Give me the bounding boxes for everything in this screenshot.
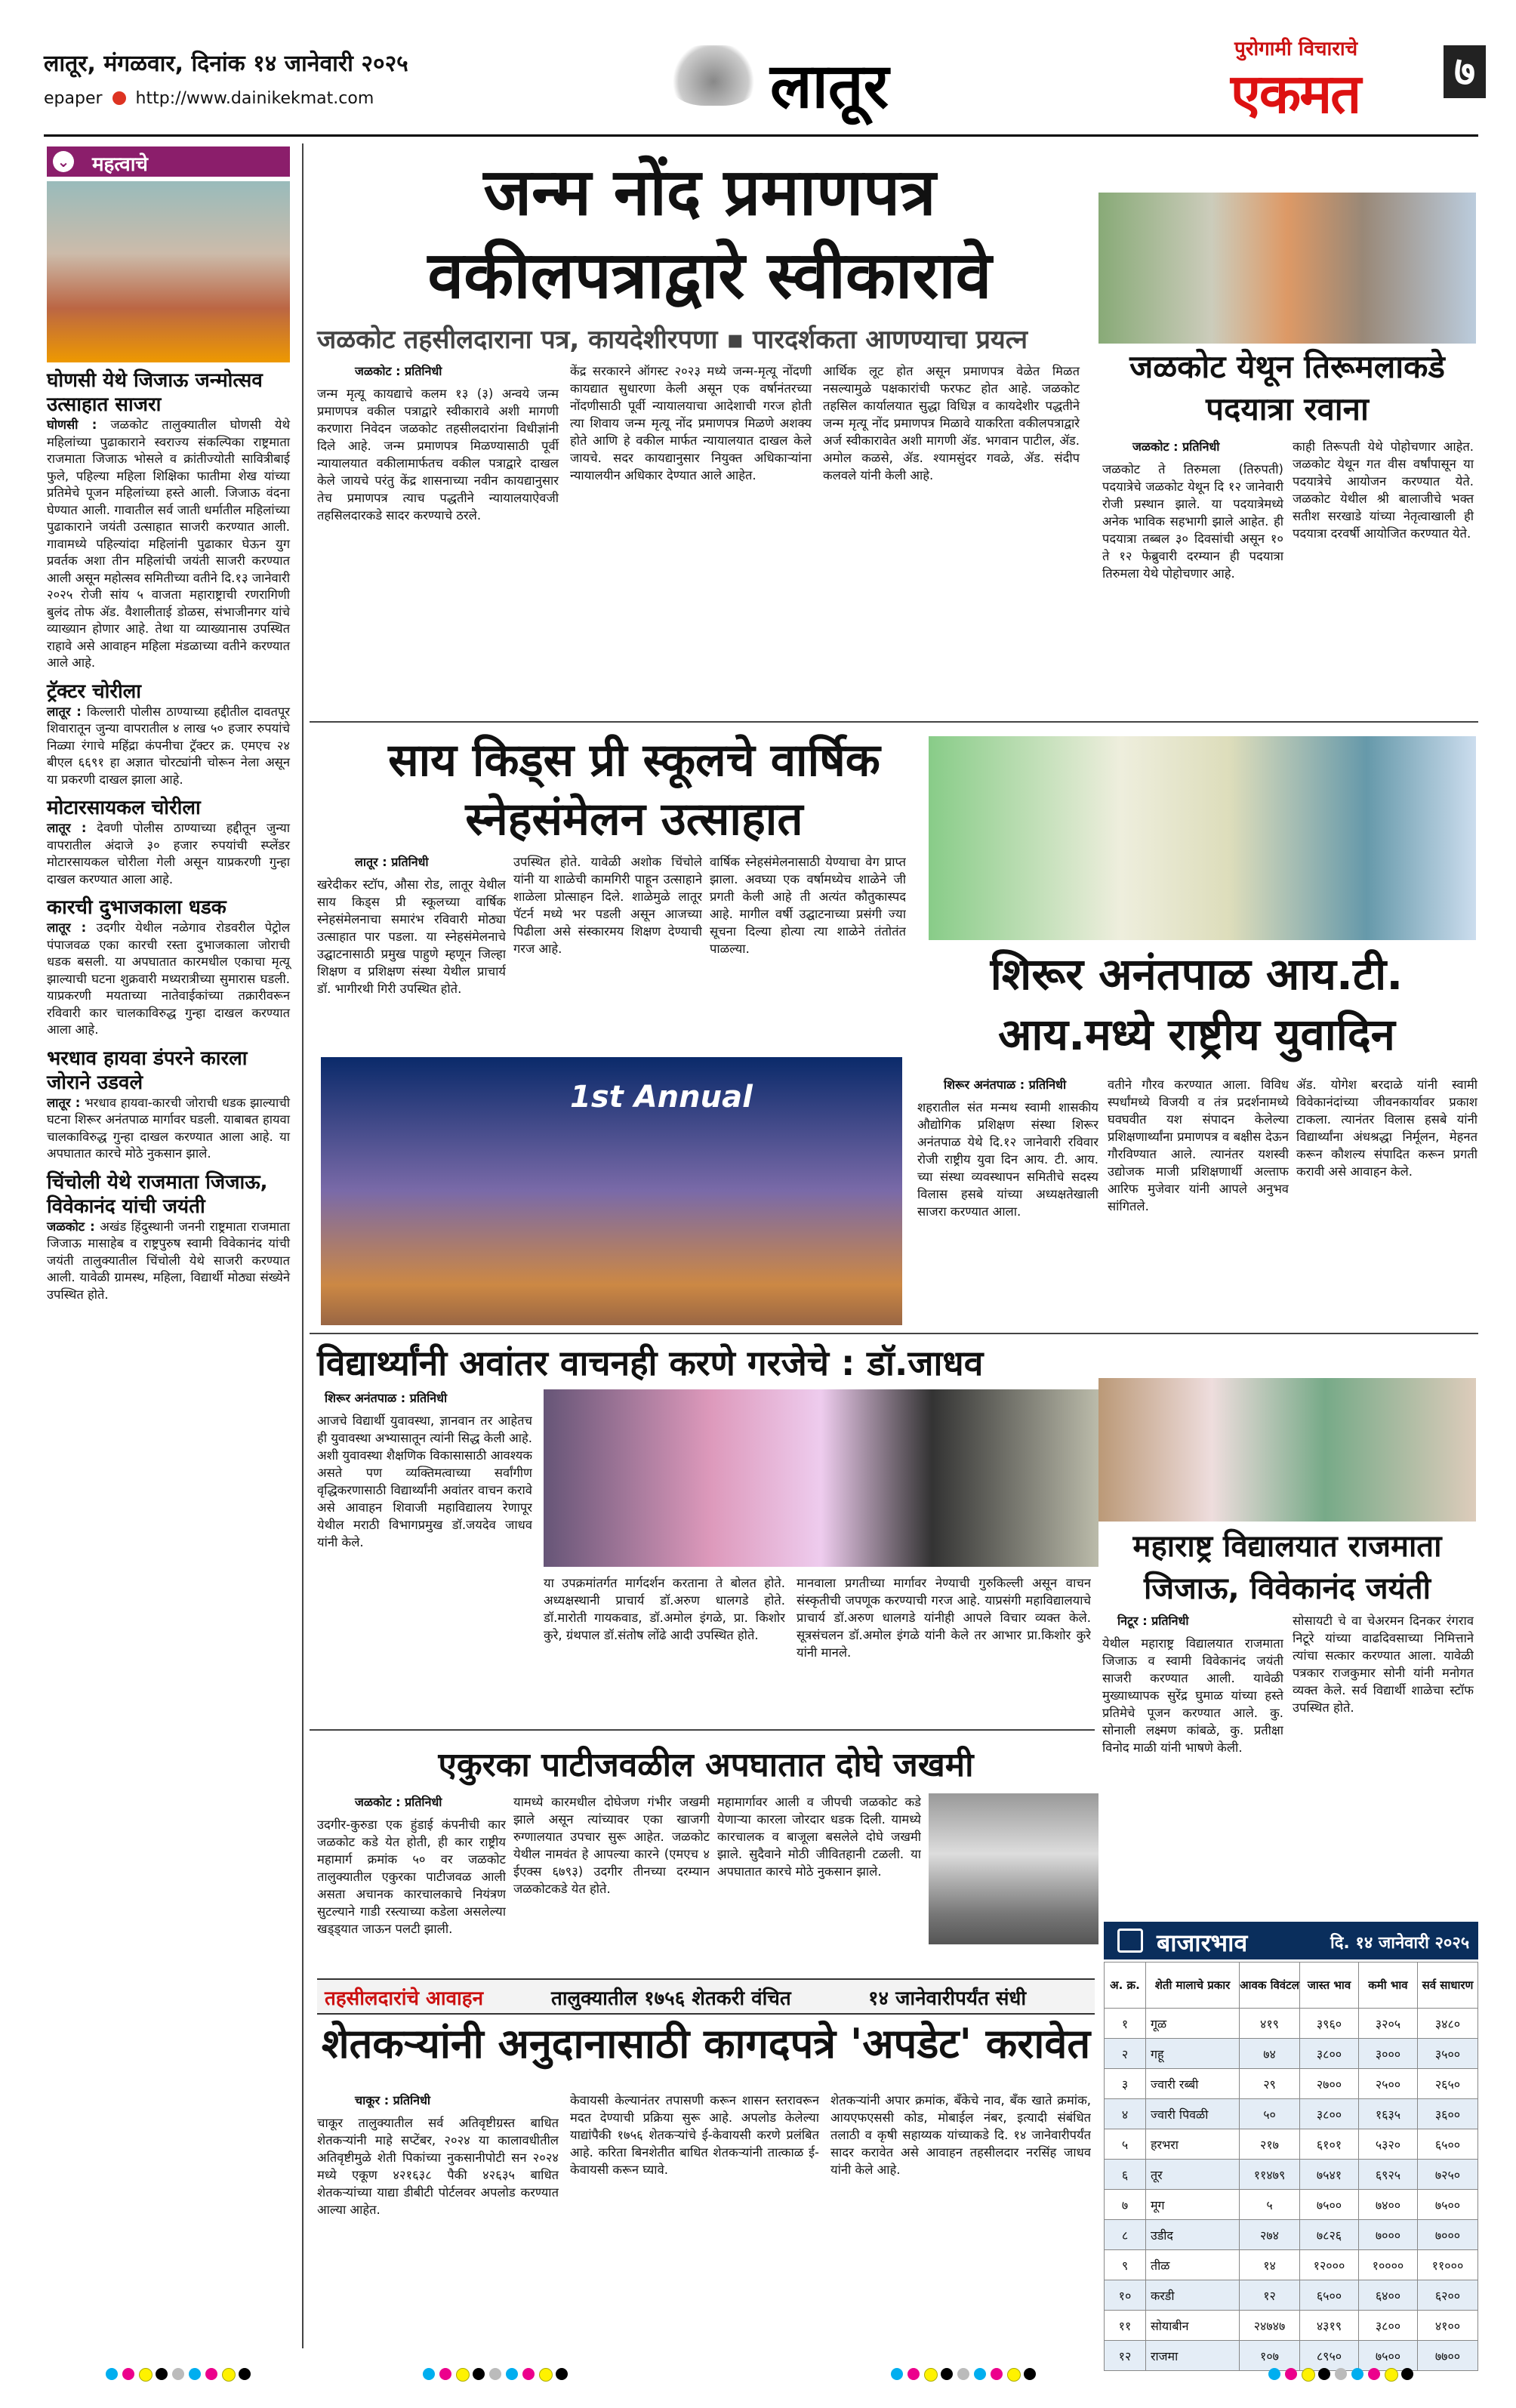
registration-dot <box>172 2368 184 2380</box>
sidebar-headline: कारची दुभाजकाला धडक <box>47 896 226 919</box>
sidebar-body: लातूर : देवणी पोलीस ठाण्याच्या हद्दीतून जुन्या वापरातील अंदाजे ३० हजार रुपयांची स्प्लेंडर मोटारसायकल चोरीला गेली असून याप्रकरणी गुन्हा दाखल करण्यात आला आहे. <box>47 821 290 886</box>
col-header: अ. क्र. <box>1105 1962 1146 2009</box>
story1-headline: जन्म नोंद प्रमाणपत्र वकीलपत्राद्वारे स्वीकारावे <box>427 155 992 313</box>
registration-dot <box>122 2368 134 2380</box>
table-cell: ६५०० <box>1417 2129 1477 2160</box>
table-cell: ७४ <box>1240 2039 1300 2069</box>
table-cell: उडीद <box>1145 2220 1239 2250</box>
table-cell: ५३२० <box>1358 2129 1417 2160</box>
section-rule <box>310 721 1478 723</box>
story2-photo <box>1098 193 1476 344</box>
table-cell: ७५०० <box>1299 2190 1358 2220</box>
table-row <box>1105 2220 1478 2250</box>
sidebar-body: लातूर : भरधाव हायवा-कारची जोराची धडक झाल्याची घटना शिरूर अनंतपाळ मार्गावर घडली. याबाबत हायवा चालकाविरुद्ध गुन्हा दाखल करण्यात आला आहे. या अपघातात कारचे मोठे नुकसान झाले. <box>47 1095 290 1161</box>
story7-headline: एकुरका पाटीजवळील अपघातात दोघे जखमी <box>438 1746 974 1784</box>
registration-dot <box>423 2368 435 2380</box>
story5-byline: शिरूर अनंतपाळ : प्रतिनिधी <box>325 1391 448 1405</box>
table-row <box>1105 2009 1478 2039</box>
story8-strap-c: १४ जानेवारीपर्यंत संधी <box>868 1987 1027 2010</box>
story8-byline: चाकूर : प्रतिनिधी <box>355 2093 431 2107</box>
section-label <box>47 146 290 177</box>
registration-dot <box>156 2368 168 2380</box>
table-cell: ७२५० <box>1417 2160 1477 2190</box>
table-cell: १ <box>1105 2009 1146 2039</box>
story3-headline: साय किड्स प्री स्कूलचे वार्षिक स्नेहसंमेलन उत्साहात <box>388 734 880 846</box>
table-cell: ११४७९ <box>1240 2160 1300 2190</box>
table-cell: २७०० <box>1299 2069 1358 2099</box>
table-cell: मूग <box>1145 2190 1239 2220</box>
registration-dot <box>1351 2368 1363 2380</box>
registration-dot <box>907 2368 920 2380</box>
table-cell: ७५०० <box>1358 2341 1417 2371</box>
sidebar-headline: चिंचोली येथे राजमाता जिजाऊ, विवेकानंद यांची जयंती <box>47 1170 268 1218</box>
story5-col: आजचे विद्यार्थी युवावस्था, ज्ञानवान तर आहेतच ही युवावस्था अभ्यासातून त्यांनी सिद्ध केली आहे. अशी युवावस्था शैक्षणिक विकासासाठी आवश्यक असते पण व्यक्तिमत्वाच्या सर्वांगीण वृद्धिकरणासाठी विद्यार्थ्यांनी अवांतर वाचन करावे असे आवाहन शिवाजी महाविद्यालय रेणापूर येथील मराठी विभागप्रमुख डॉ.जयदेव जाधव यांनी केले. <box>317 1414 532 1549</box>
table-cell: १० <box>1105 2280 1146 2311</box>
story3-photo <box>321 1057 902 1325</box>
table-cell: ६९२५ <box>1358 2160 1417 2190</box>
market-date: दि. १४ जानेवारी २०२५ <box>1330 1934 1470 1953</box>
table-cell: ३२०५ <box>1358 2009 1417 2039</box>
story4-byline: शिरूर अनंतपाळ : प्रतिनिधी <box>944 1078 1067 1092</box>
table-cell: ७००० <box>1358 2220 1417 2250</box>
sidebar-body: जळकोट : अखंड हिंदुस्थानी जननी राष्ट्रमाता राजमाता जिजाऊ मासाहेब व राष्ट्रपुरुष स्वामी विवेकानंद यांची जयंती तालुक्यातील चिंचोली येथे साजरी करण्यात आली. यावेळी ग्रामस्थ, महिला, विद्यार्थी मोठ्या संख्येने उपस्थित होते. <box>47 1219 291 1302</box>
registration-dot <box>991 2368 1003 2380</box>
table-cell: २ <box>1105 2039 1146 2069</box>
table-cell: ११००० <box>1417 2250 1477 2280</box>
dateline: लातूर, मंगळवार, दिनांक १४ जानेवारी २०२५ <box>44 51 408 77</box>
table-row <box>1105 2069 1478 2099</box>
registration-dot <box>924 2368 938 2382</box>
sidebar-headline: घोणसी येथे जिजाऊ जन्मोत्सव उत्साहात साजरा <box>47 369 263 416</box>
story8-col: चाकूर तालुक्यातील सर्व अतिवृष्टीग्रस्त बाधित शेतकऱ्यांनी माहे सप्टेंबर, २०२४ या कालावधीतील अतिवृष्टीमुळे शेती पिकांच्या नुकसानीपोटी सन २०२४ मध्ये एकूण ४२१६३८ पैकी ४२६३५ बाधित शेतकऱ्यांच्या याद्या डीबीटी पोर्टलवर अपलोड करण्यात आल्या आहेत. <box>317 2116 559 2217</box>
story1-strap: जळकोट तहसीलदाराना पत्र, कायदेशीरपणा ▪ पारदर्शकता आणण्याचा प्रयत्न <box>317 325 1028 355</box>
sidebar-headline: ट्रॅक्टर चोरीला <box>47 680 142 703</box>
registration-dot <box>1385 2368 1398 2382</box>
registration-dot <box>539 2368 553 2382</box>
section-rule <box>310 1333 1478 1334</box>
story2-byline: जळकोट : प्रतिनिधी <box>1132 439 1220 454</box>
table-cell: ७ <box>1105 2190 1146 2220</box>
page-number: ७ <box>1444 45 1486 98</box>
table-row <box>1105 2039 1478 2069</box>
sidebar-headline: मोटारसायकल चोरीला <box>47 797 201 819</box>
table-cell: १०७ <box>1240 2341 1300 2371</box>
table-cell: सोयाबीन <box>1145 2311 1239 2341</box>
table-cell: ३६०० <box>1417 2099 1477 2129</box>
table-row <box>1105 2190 1478 2220</box>
story2-headline: जळकोट येथून तिरूमलाकडे पदयात्रा रवाना <box>1129 348 1445 427</box>
table-cell: ३८०० <box>1299 2099 1358 2129</box>
table-cell: १२००० <box>1299 2250 1358 2280</box>
sidebar-photo <box>47 181 290 362</box>
registration-dot <box>1302 2368 1315 2382</box>
registration-dot <box>957 2368 969 2380</box>
table-cell: ४१९ <box>1240 2009 1300 2039</box>
story3-byline: लातूर : प्रतिनिधी <box>355 855 429 869</box>
table-cell: २४७४७ <box>1240 2311 1300 2341</box>
brand-tagline: पुरोगामी विचाराचे <box>1234 38 1358 60</box>
story1-col: आर्थिक लूट होत असून प्रमाणपत्र वेळेत मिळत नसल्यामुळे पक्षकारांची फरफट होत आहे. जळकोट तहसिल कार्यालयात सुद्धा विधिज्ञ व कायदेशीर पद्धतीने जन्म मृत्यू नोंद प्रमाणपत्र मिळावे याकरिता वकीलपत्राद्वारे अर्ज स्वीकारावेत अशी मागणी ॲड. भगवान पाटील, ॲड. अमोल कळसे, ॲड. श्यामसुंदर गवळे, ॲड. संदीप कलवले यांनी केली आहे. <box>823 364 1080 483</box>
registration-dot <box>1401 2368 1413 2380</box>
table-cell: ६१०१ <box>1299 2129 1358 2160</box>
story4-headline: शिरूर अनंतपाळ आय.टी. आय.मध्ये राष्ट्रीय युवादिन <box>990 948 1404 1060</box>
market-title: बाजारभाव <box>1157 1929 1248 1957</box>
table-cell: १४ <box>1240 2250 1300 2280</box>
story8-strap <box>317 1978 1095 2015</box>
registration-dot <box>891 2368 903 2380</box>
table-cell: ७५०० <box>1417 2190 1477 2220</box>
table-cell: २७४ <box>1240 2220 1300 2250</box>
city-title: लातूर <box>770 51 889 122</box>
table-cell: गहू <box>1145 2039 1239 2069</box>
market-header <box>1104 1922 1478 1959</box>
registration-dot <box>205 2368 217 2380</box>
table-cell: १६३५ <box>1358 2099 1417 2129</box>
story8-strap-b: तालुक्यातील १७५६ शेतकरी वंचित <box>551 1987 791 2010</box>
registration-dot <box>1268 2368 1280 2380</box>
brand-name: एकमत <box>1231 62 1360 125</box>
registration-dot <box>522 2368 535 2380</box>
col-header: शेती मालाचे प्रकार <box>1145 1962 1239 2009</box>
city-logo-image <box>668 45 759 106</box>
table-header-row <box>1105 1962 1478 2009</box>
table-cell: हरभरा <box>1145 2129 1239 2160</box>
story6-col: सोसायटी चे वा चेअरमन दिनकर रंगराव निटूरे यांच्या वाढदिवसाच्या निमित्ताने त्यांचा सत्कार करण्यात आला. यावेळी पत्रकार राजकुमार सोनी यांनी मनोगत व्यक्त केले. सर्व विद्यार्थी शाळेचा स्टॉफ उपस्थित होते. <box>1293 1614 1474 1715</box>
table-cell: ५० <box>1240 2099 1300 2129</box>
table-cell: ६ <box>1105 2160 1146 2190</box>
story4-col: वतीने गौरव करण्यात आला. विविध स्पर्धांमध्ये विजयी व तंत्र प्रदर्शनामध्ये घवघवीत यश संपादन केलेल्या प्रशिक्षणार्थ्यांना प्रमाणपत्र व बक्षीस देऊन गौरविण्यात आले. त्यानंतर यशस्वी उद्योजक माजी प्रशिक्षणार्थी अल्ताफ आरिफ मुजेवार यांनी आपले अनुभव सांगितले. <box>1108 1078 1289 1213</box>
chevron-down-icon: ⌄ <box>53 151 74 172</box>
table-cell: ८९५० <box>1299 2341 1358 2371</box>
column-divider <box>302 143 304 2348</box>
table-cell: ३८०० <box>1299 2039 1358 2069</box>
epaper-link[interactable] <box>44 89 374 108</box>
registration-dot <box>1285 2368 1297 2380</box>
sidebar-story <box>47 1047 290 1163</box>
table-cell: २५०० <box>1358 2069 1417 2099</box>
table-cell: गूळ <box>1145 2009 1239 2039</box>
table-row <box>1105 2160 1478 2190</box>
registration-dot <box>222 2368 236 2382</box>
table-cell: ६२०० <box>1417 2280 1477 2311</box>
story3-col: वार्षिक स्नेहसंमेलनासाठी येण्याचा वेग प्राप्त झाला. अवघ्या एक वर्षामध्येच शाळेने जी प्रगती केली आहे ती अत्यंत कौतुकास्पद आहे. मागील वर्षी उद्घाटनाच्या प्रसंगी ज्या सूचना दिल्या होत्या त्या शाळेने तंतोतंत पाळल्या. <box>710 855 906 956</box>
table-row <box>1105 2280 1478 2311</box>
story8-strap-a: तहसीलदारांचे आवाहन <box>325 1987 484 2010</box>
table-row <box>1105 2311 1478 2341</box>
story5-headline: विद्यार्थ्यांनी अवांतर वाचनही करणे गरजेचे : डॉ.जाधव <box>317 1343 984 1383</box>
story6-headline: महाराष्ट्र विद्यालयात राजमाता जिजाऊ, विवेकानंद जयंती <box>1132 1529 1442 1606</box>
table-cell: ७८२६ <box>1299 2220 1358 2250</box>
section-rule <box>310 1729 1095 1731</box>
registration-dot <box>1368 2368 1380 2380</box>
table-cell: ८ <box>1105 2220 1146 2250</box>
table-cell: राजमा <box>1145 2341 1239 2371</box>
story5-col: मानवाला प्रगतीच्या मार्गावर नेण्याची गुरुकिल्ली असून वाचन संस्कृतीची जपणूक करण्याची गरज आहे. याप्रसंगी महाविद्यालयाचे प्राचार्य डॉ.अरुण धालगडे यांनीही आपले विचार व्यक्त केले. सूत्रसंचलन डॉ.अमोल इंगळे यांनी केले तर आभार प्रा.किशोर कुरे यांनी मानले. <box>797 1576 1091 1660</box>
col-header: आवक विवंटल <box>1240 1962 1300 2009</box>
story1-col: केंद्र सरकारने ऑगस्ट २०२३ मध्ये जन्म-मृत्यू नोंदणी कायद्यात सुधारणा केली असून एक वर्षानंतरच्या नोंदणीसाठी पूर्वी न्यायालयाचा आदेशाची गरज होती त्या शिवाय जन्म मृत्यू नोंद प्रमाणपत्र मिळणे अशक्य होते आणि हे वकील मार्फत न्यायालयात दाखल केले जायचे. सदर कायद्यानुसार नियुक्त अधिकाऱ्यांना न्यायालयीन अधिकार देण्यात आले आहेत. <box>570 364 812 483</box>
epaper-url: http://www.dainikekmat.com <box>135 89 374 108</box>
table-cell: ७००० <box>1417 2220 1477 2250</box>
story4-photo <box>929 736 1476 940</box>
sidebar-body: घोणसी : जळकोट तालुक्यातील घोणसी येथे महिलांच्या पुढाकाराने स्वराज्य संकल्पिका राष्ट्रमाता राजमाता जिजाऊ भोसले व क्रांतीज्योती सावित्रीबाई फुले, पहिल्या महिला शिक्षिका फातीमा शेख यांच्या प्रतिमेचे पूजन महिलांच्या हस्ते आली. जिजाऊ वंदना घेण्यात आली. गावातील सर्व जाती धर्मातील महिलांच्या पुढाकाराने जयंती उत्साहात साजरी करण्यात आली. गावामध्ये पहिल्यांदा महिलांनी पुढाकार घेऊन युग प्रवर्तक अशा तीन महिलांची जयंती साजरी करण्यात आली असून महोत्सव समितीच्या वतीने दि.१३ जानेवारी २०२५ रोजी सांय ५ वाजता महाराष्ट्राची रणरागिणी बुलंद तोफ ॲड. वैशालीताई डोळस, संभाजीनगर यांचे व्याख्यान होणार आहे. तेथा या व्याख्यानास उपस्थित राहावे असे आवाहन महिला मंडळाच्या वतीने करण्यात आले आहे. <box>47 418 290 670</box>
col-header: सर्व साधारण <box>1417 1962 1477 2009</box>
table-cell: ३९६० <box>1299 2009 1358 2039</box>
table-cell: २६५० <box>1417 2069 1477 2099</box>
registration-dot <box>1318 2368 1330 2380</box>
table-cell: १२ <box>1105 2341 1146 2371</box>
table-cell: ७७०० <box>1417 2341 1477 2371</box>
table-cell: ज्वारी पिवळी <box>1145 2099 1239 2129</box>
registration-dot <box>189 2368 201 2380</box>
registration-dot <box>1007 2368 1021 2382</box>
story4-col: शहरातील संत मन्मथ स्वामी शासकीय औद्योगिक प्रशिक्षण संस्था शिरूर अनंतपाळ येथे दि.१२ जानेवारी रविवार रोजी राष्ट्रीय युवा दिन आय. टी. आय. च्या संस्था व्यवस्थापन समितीचे सदस्य विलास हसबे यांच्या अध्यक्षतेखाली साजरा करण्यात आला. <box>917 1100 1098 1219</box>
table-row <box>1105 2099 1478 2129</box>
sidebar-stories <box>47 368 290 1303</box>
story8-col: केवायसी केल्यानंतर तपासणी करून शासन स्तरावरून मदत देण्याची प्रक्रिया सुरू आहे. अपलोड केलेल्या याद्यांपैकी १७५६ शेतकऱ्यांचे ई-केवायसी करणे प्रलंबित आहे. करिता बिनशेतीत बाधित शेतकऱ्यांनी तात्काळ ई-केवायसी करून घ्यावे. <box>570 2093 819 2177</box>
globe-icon <box>112 91 126 105</box>
story7-photo <box>929 1793 1098 1944</box>
table-cell: तीळ <box>1145 2250 1239 2280</box>
story6-byline: निटूर : प्रतिनिधी <box>1117 1614 1189 1628</box>
table-cell: ५ <box>1105 2129 1146 2160</box>
registration-dot <box>439 2368 451 2380</box>
table-cell: ७४०० <box>1358 2190 1417 2220</box>
table-cell: ५ <box>1240 2190 1300 2220</box>
registration-dot <box>556 2368 568 2380</box>
story7-col: यामध्ये कारमधील दोघेजण गंभीर जखमी झाले असून त्यांच्यावर एका खाजगी रुग्णालयात उपचार सुरू आहेत. जळकोट येथील नामवंत हे आपल्या कारने (एमएच ४ ईएक्स ६७९३) उदगीर तीनच्या दरम्यान जळकोटकडे येत होते. <box>513 1795 710 1896</box>
brand-logo <box>1231 34 1450 125</box>
story6-photo <box>1098 1378 1476 1522</box>
table-cell: ३ <box>1105 2069 1146 2099</box>
registration-dot <box>139 2368 153 2382</box>
table-cell: २९ <box>1240 2069 1300 2099</box>
table-cell: तूर <box>1145 2160 1239 2190</box>
table-cell: ३४८० <box>1417 2009 1477 2039</box>
sidebar-story <box>47 680 290 789</box>
story2-col: काही तिरूपती येथे पोहोचणार आहेत. जळकोट येथून गत वीस वर्षांपासून या पदयात्रेचे आयोजन करण्यात येते. जळकोट येथील श्री बालाजीचे भक्त सतीश सरखाडे यांच्या नेतृत्वाखाली ही पदयात्रा दरवर्षी आयोजित करण्यात येते. <box>1293 439 1474 541</box>
registration-dot <box>239 2368 251 2380</box>
sidebar-story <box>47 796 290 888</box>
market-table <box>1104 1962 1478 2371</box>
sidebar-headline: भरधाव हायवा डंपरने कारला जोराने उडवले <box>47 1047 248 1094</box>
table-cell: करडी <box>1145 2280 1239 2311</box>
story2-col: जळकोट ते तिरुमला (तिरुपती) पदयात्रेचे जळकोट येथून दि १२ जानेवारी रोजी प्रस्थान झाले. या पदयात्रेमध्ये अनेक भाविक सहभागी झाले आहेत. ही पदयात्रा तब्बल ३० दिवसांची असून १० ते १२ फेब्रुवारी दरम्यान ही पदयात्रा तिरुमला येथे पोहोचणार आहे. <box>1102 462 1283 581</box>
story8-headline: शेतकऱ्यांनी अनुदानासाठी कागदपत्रे 'अपडेट' करावेत <box>321 2020 1091 2067</box>
registration-dot <box>941 2368 953 2380</box>
table-cell: ६५०० <box>1299 2280 1358 2311</box>
table-cell: ७५४१ <box>1299 2160 1358 2190</box>
story7-col: उदगीर-कुरुडा एक हुंडाई कंपनीची कार जळकोट कडे येत होती, ही कार राष्ट्रीय महामार्ग क्रमांक ५० वर जळकोट तालुक्यातील एकुरका पाटीजवळ आली असता अचानक कारचालकाचे नियंत्रण सुटल्याने गाडी रस्त्याच्या कडेला असलेल्या खड्ड्यात जाऊन पलटी झाली. <box>317 1818 506 1936</box>
table-cell: २१७ <box>1240 2129 1300 2160</box>
table-cell: ३८०० <box>1358 2311 1417 2341</box>
registration-dot <box>106 2368 118 2380</box>
table-cell: ३००० <box>1358 2039 1417 2069</box>
photo-banner-text: 1st Annual <box>570 1080 753 1115</box>
story7-byline: जळकोट : प्रतिनिधी <box>355 1795 442 1809</box>
sidebar-body: लातूर : उदगीर येथील नळेगाव रोडवरील पेट्रोल पंपाजवळ एका कारची रस्ता दुभाजकाला जोराची धडक बसली. या अपघातात कारमधील एकाचा मृत्यू झाल्याची घटना शुक्रवारी मध्यरात्रीच्या सुमारास घडली. याप्रकरणी मयताच्या नातेवाईकांच्या तक्रारीवरून रविवारी कार चालकाविरुद्ध गुन्हा दाखल करण्यात आला आहे. <box>47 920 291 1037</box>
table-cell: ३५०० <box>1417 2039 1477 2069</box>
registration-dot <box>1335 2368 1347 2380</box>
sidebar-story <box>47 896 290 1039</box>
table-cell: ९ <box>1105 2250 1146 2280</box>
table-cell: १२ <box>1240 2280 1300 2311</box>
registration-dot <box>506 2368 518 2380</box>
story8-col: शेतकऱ्यांनी अपार क्रमांक, बँकेचे नाव, बँक खाते क्रमांक, आयएफएससी कोड, मोबाईल नंबर, इत्यादी संबंधित तलाठी व कृषी सहाय्यक यांच्याकडे दि. १४ जानेवारीपर्यंत सादर करावेत असे आवाहन तहसीलदार नरसिंह जाधव यांनी केले आहे. <box>830 2093 1091 2177</box>
epaper-label: epaper <box>44 89 103 108</box>
calculator-icon <box>1117 1929 1143 1953</box>
section-label-text: महत्वाचे <box>92 153 148 176</box>
registration-dot <box>489 2368 501 2380</box>
table-cell: ४ <box>1105 2099 1146 2129</box>
registration-dot <box>974 2368 986 2380</box>
registration-dot <box>456 2368 470 2382</box>
sidebar-story <box>47 1170 290 1304</box>
table-cell: ६४०० <box>1358 2280 1417 2311</box>
color-registration-bar <box>0 2363 1516 2386</box>
table-row <box>1105 2129 1478 2160</box>
story7-col: महामार्गावर आली व जीपची जळकोट कडे येणाऱ्या कारला जोरदार धडक दिली. यामध्ये कारचालक व बाजूला बसलेले दोघे जखमी झाले. सुदैवाने मोठी जीवितहानी टळली. या अपघातात कारचे मोठे नुकसान झाले. <box>717 1795 921 1879</box>
header-rule <box>44 134 1478 137</box>
table-cell: ११ <box>1105 2311 1146 2341</box>
table-cell: ज्वारी रब्बी <box>1145 2069 1239 2099</box>
story5-col: या उपक्रमांतर्गत मार्गदर्शन करताना ते बोलत होते. अध्यक्षस्थानी प्राचार्य डॉ.अरुण धालगडे होते. डॉ.मारोती गायकवाड, डॉ.अमोल इंगळे, प्रा. किशोर कुरे, ग्रंथपाल डॉ.संतोष लोंढे आदी उपस्थित होते. <box>544 1576 785 1642</box>
story3-col: खरेदीकर स्टॉप, औसा रोड, लातूर येथील साय किड्स प्री स्कूलच्या वार्षिक स्नेहसंमेलनाचा समारंभ रविवारी मोठ्या उत्साहात पार पडला. या स्नेहसंमेलनाचे उद्घाटनासाठी प्रमुख पाहुणे म्हणून जिल्हा शिक्षण व प्रशिक्षण संस्था येथील प्राचार्य डॉ. भागीरथी गिरी उपस्थित होते. <box>317 877 506 996</box>
story6-col: येथील महाराष्ट्र विद्यालयात राजमाता जिजाऊ व स्वामी विवेकानंद जयंती साजरी करण्यात आली. यावेळी मुख्याध्यापक सुरेंद्र घुमाळ यांच्या हस्ते प्रतिमेचे पूजन करण्यात आले. कु. सोनाली लक्ष्मण कांबळे, कु. प्रतीक्षा विनोद माळी यांनी भाषणे केली. <box>1102 1636 1283 1755</box>
table-cell: ४३१९ <box>1299 2311 1358 2341</box>
story5-photo <box>544 1389 1098 1567</box>
sidebar-body: लातूर : किल्लारी पोलीस ठाण्याच्या हद्दीतील दावतपूर शिवारातून जुन्या वापरातील ४ लाख ५० हजार रुपयांचे निळ्या रंगाचे महिंद्रा कंपनीचा ट्रॅक्टर क्र. एमएच २४ बीएल ६६९१ हा अज्ञात चोरट्यांनी चोरून नेला असून या प्रकरणी दाखल झाला आहे. <box>47 704 290 787</box>
table-cell: ४१०० <box>1417 2311 1477 2341</box>
registration-dot <box>1024 2368 1036 2380</box>
table-cell: १०००० <box>1358 2250 1417 2280</box>
story3-col: उपस्थित होते. यावेळी अशोक चिंचोले यांनी या शाळेची कामगिरी पाहून उत्साहाने शाळेला प्रोत्साहन दिले. शाळेमुळे लातूर पॅटर्न मध्ये भर पडली असून आजच्या पिढीला असे संस्कारमय शिक्षण देण्याची गरज आहे. <box>513 855 702 956</box>
story4-col: ॲड. योगेश बरदाळे यांनी स्वामी विवेकानंदांच्या जीवनकार्यावर प्रकाश टाकला. त्यानंतर विलास हसबे यांनी विद्यार्थ्यांना अंधश्रद्धा निर्मूलन, मेहनत करून कौशल्य संपादित करून प्रगती करावी असे आवाहन केले. <box>1296 1078 1477 1179</box>
sidebar-story <box>47 368 290 672</box>
col-header: कमी भाव <box>1358 1962 1417 2009</box>
story1-col: जन्म मृत्यू कायद्याचे कलम १३ (३) अन्वये जन्म प्रमाणपत्र वकील पत्राद्वारे स्वीकारावे अशी मागणी करणारा निवेदन जळकोट तहसीलदारांना विधीज्ञांनी दिले आहे. जन्म प्रमाणपत्र मिळण्यासाठी पूर्वी न्यायालयात वकीलामार्फतच वकील पत्राद्वारे दाखल केले जायचे परंतु केंद्र शासनाच्या नवीन कायद्यानुसार तेच प्रमाणपत्र त्याच पद्धतीने न्यायालयाऐवजी तहसिलदारकडे सादर करण्याचे ठरले. <box>317 387 559 523</box>
col-header: जास्त भाव <box>1299 1962 1358 2009</box>
registration-dot <box>473 2368 485 2380</box>
story1-byline: जळकोट : प्रतिनिधी <box>355 364 442 378</box>
table-row <box>1105 2250 1478 2280</box>
